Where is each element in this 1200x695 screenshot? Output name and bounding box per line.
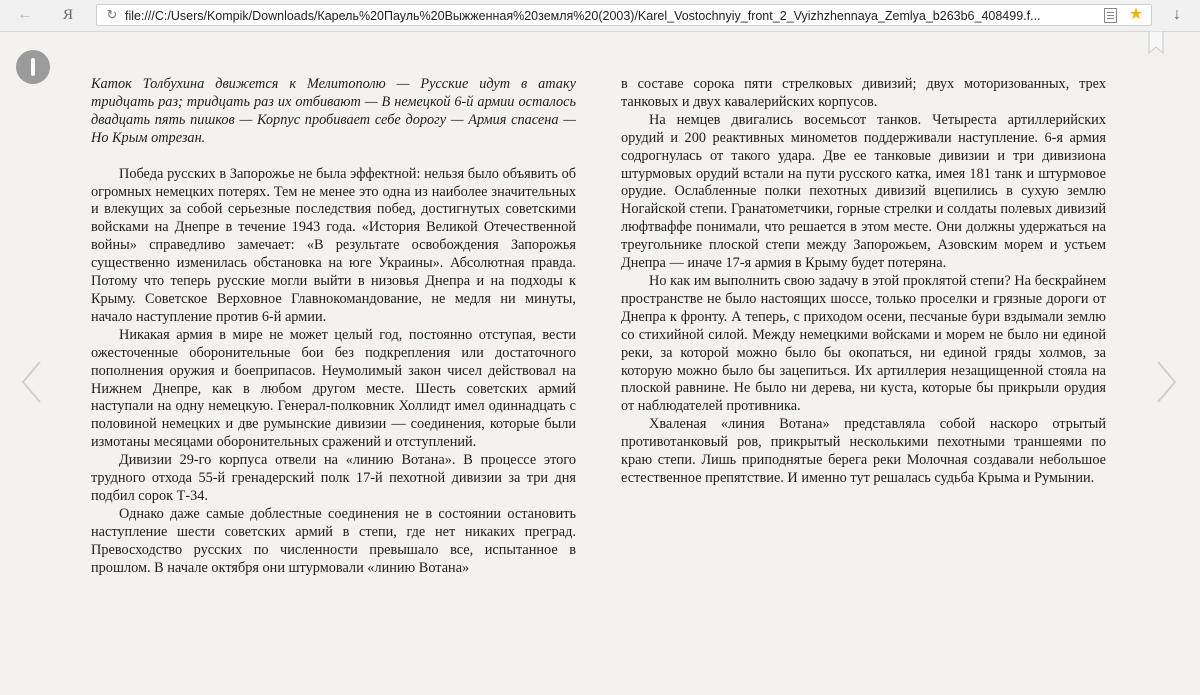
browser-toolbar bbox=[0, 0, 1200, 32]
left-text-column bbox=[91, 76, 576, 577]
paragraph: На немцев двигались восемьсот танков. Четыреста артиллерийских орудий и 200 реактивных минометов поддерживали наступление. 6-я армия содрогнулась от такого удара. Две ее танковые дивизии и три дивизиона штурмовых орудий встали на пути русского катка, имея 181 танк и штурмовое орудие. Ослабленные полки пехотных дивизий вцепились в сухую землю Ногайской степи. Гранатометчики, горные стрелки и солдаты полевых дивизий люфтваффе понимали, что решается в этом месте. Они должны удержаться на треугольнике плоской степи между Запорожьем, Азовским морем и устьем Днепра — иначе 17-я армия в Крыму будет потеряна. bbox=[621, 111, 1106, 272]
prev-page-icon[interactable] bbox=[20, 360, 44, 404]
page-icon[interactable] bbox=[1104, 8, 1117, 23]
paragraph: Победа русских в Запорожье не была эффектной: нельзя было объявить об огромных немецких потерях. Тем не менее это одна из наиболее значительных и влекущих за собой серьезные последствия побед, достигнутых советскими войсками на Днепре в течение 1943 года. «История Великой Отечественной войны» справедливо замечает: «В результате освобождения Запорожья существенно изменилась обстановка на юге Украины». Абсолютная правда. Потому что теперь русские могли выйти в низовья Днепра и на подходы к Крыму. Советское Верховное Главнокомандование, не медля ни минуты, начало наступление против 6-й армии. bbox=[91, 165, 576, 325]
right-text-column bbox=[621, 76, 1106, 488]
paragraph: Но как им выполнить свою задачу в этой проклятой степи? На бескрайнем пространстве не было настоящих шоссе, только проселки и грязные дороги от Днепра к фронту. А теперь, с приходом осени, песчаные бури вздымали землю со стихийной силой. Между немецкими войсками и морем не было ни единой реки, за которой можно было бы окопаться, ни единой гряды холмов, за которую можно было бы зацепиться. Их артиллерия незащищенной стояла на плоской равнине. Не было ни дерева, ни куста, которые бы прикрыли орудия от наблюдателей противника. bbox=[621, 272, 1106, 415]
back-icon[interactable]: ← bbox=[17, 6, 33, 23]
exit-reader-icon[interactable] bbox=[16, 50, 50, 84]
star-icon[interactable]: ★ bbox=[1128, 6, 1144, 23]
paragraph: Никакая армия в мире не может целый год, постоянно отступая, вести ожесточенные оборонительные бои без подкрепления или достаточного пополнения оружия и боеприпасов. Неумолимый закон чисел действовал на Нижнем Днепре, как в любом другом месте. Шесть советских армий наступали на одну немецкую. Генерал-полковник Холлидт имел одиннадцать с половиной немецких и две румынские дивизии — соединения, которые были измотаны месяцами оборонительных сражений и отступлений. bbox=[91, 326, 576, 451]
paragraph-continuation: в составе сорока пяти стрелковых дивизий; двух моторизованных, трех танковых и двух кавалерийских корпусов. bbox=[621, 76, 1106, 110]
url-text[interactable]: file:///C:/Users/Kompik/Downloads/Карель%20Пауль%20Выжженная%20земля%20(2003)/Karel_Vostochnyiy_front_2_Vyizhzhennaya_Zemlya_b263b6_408499.f... bbox=[125, 9, 1041, 23]
next-page-icon[interactable] bbox=[1154, 360, 1178, 404]
bookmark-icon[interactable] bbox=[1147, 31, 1165, 55]
paragraph: Хваленая «линия Вотана» представляла собой наскоро отрытый противотанковый ров, прикрытый несколькими пехотными траншеями по краю степи. Лишь приподнятые берега реки Молочная создавали небольшое естественное препятствие. И именно тут решалась судьба Крыма и Румынии. bbox=[621, 416, 1106, 486]
paragraph: Однако даже самые доблестные соединения не в состоянии остановить наступление шести советских армий в степи, где нет никаких преград. Превосходство русских по численности превышало все, испытанное в прошлом. В начале октября они штурмовали «линию Вотана» bbox=[91, 505, 576, 576]
yandex-logo-icon[interactable]: Я bbox=[62, 7, 73, 23]
address-bar[interactable] bbox=[96, 4, 1152, 26]
chapter-epigraph: Каток Толбухина движется к Мелитополю — Русские идут в атаку тридцать раз; тридцать раз их отбивают — В немецкой 6-й армии осталось двадцать пять пишков — Корпус пробивает себе дорогу — Армия спасена — Но Крым отрезан. bbox=[91, 76, 576, 146]
download-icon[interactable]: ↓ bbox=[1173, 6, 1181, 23]
paragraph: Дивизии 29-го корпуса отвели на «линию Вотана». В процессе этого трудного отхода 55-й гренадерский полк 17-й пехотной дивизии за три дня подбил сорок Т-34. bbox=[91, 452, 576, 504]
reload-icon[interactable]: ↻ bbox=[106, 7, 118, 22]
